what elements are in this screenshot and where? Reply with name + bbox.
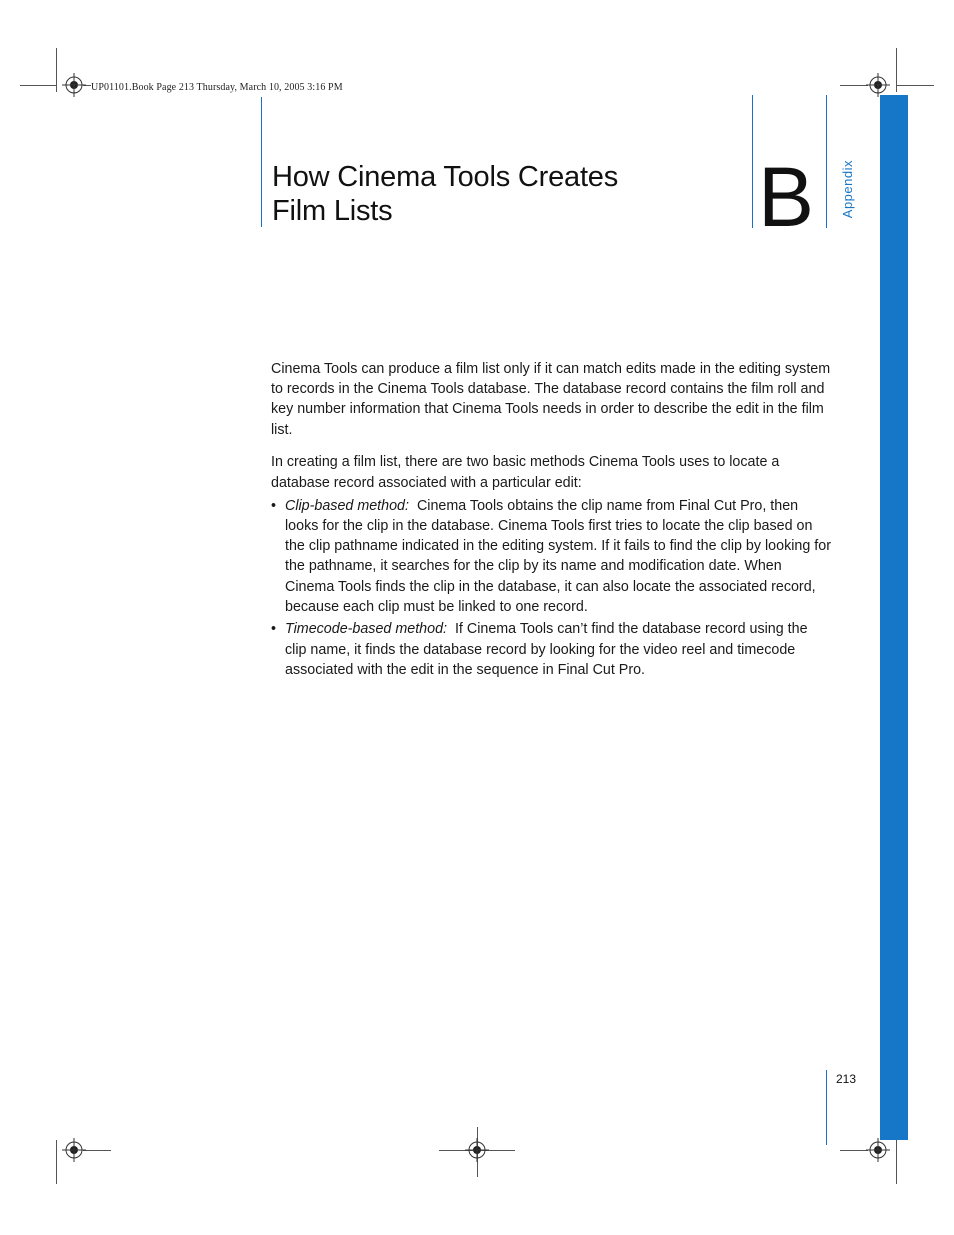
- chapter-title-line1: How Cinema Tools Creates: [272, 161, 619, 193]
- print-header: UP01101.Book Page 213 Thursday, March 10, 2005 3:16 PM: [91, 82, 343, 93]
- bullet-symbol: •: [271, 497, 277, 514]
- registration-target-icon: [465, 1138, 489, 1162]
- method-description: Cinema Tools obtains the clip name from Final Cut Pro, then looks for the clip in the database. Cinema Tools first tries to locate the clip based on the clip pathname indicated in the editing system. If it fails to find the clip by looking for the pathname, it searches for the clip by its name and modification date. When Cinema Tools finds the clip in the database, it can also locate the associated record, because each clip must be linked to one record.: [285, 497, 831, 615]
- page-number: 213: [836, 1072, 857, 1086]
- appendix-label: Appendix: [840, 160, 855, 219]
- crop-mark: [896, 1140, 897, 1184]
- crop-mark: [20, 85, 57, 86]
- title-left-rule: [261, 97, 262, 227]
- crop-mark: [83, 1150, 111, 1151]
- body-content: [271, 359, 831, 683]
- crop-mark: [897, 85, 934, 86]
- registration-target-icon: [62, 1138, 86, 1162]
- registration-target-icon: [62, 73, 86, 97]
- crop-mark: [56, 1140, 57, 1184]
- method-description: If Cinema Tools can’t find the database record using the clip name, it finds the database record by looking for the video reel and timecode associated with the edit in the sequence in Final Cut Pro.: [285, 621, 808, 678]
- appendix-letter: B: [758, 150, 813, 244]
- crop-mark: [840, 85, 868, 86]
- method-term: Timecode-based method:: [285, 621, 447, 638]
- bullet-symbol: •: [271, 621, 277, 638]
- crop-mark: [840, 1150, 868, 1151]
- intro-paragraph: Cinema Tools can produce a film list only if it can match edits made in the editing system to records in the Cinema Tools database. The database record contains the film roll and key number information that Cinema Tools needs in order to describe the edit in the film list.: [271, 361, 831, 438]
- method-term: Clip-based method:: [285, 497, 409, 514]
- list-item: [271, 496, 831, 617]
- chapter-title-line2: Film Lists: [272, 195, 393, 227]
- page-number-rule: [826, 1070, 827, 1145]
- registration-target-icon: [866, 1138, 890, 1162]
- methods-list: [271, 496, 831, 680]
- list-item: [271, 619, 831, 680]
- letter-left-rule: [752, 95, 753, 228]
- methods-paragraph: In creating a film list, there are two basic methods Cinema Tools uses to locate a database record associated with a particular edit:: [271, 454, 780, 491]
- registration-target-icon: [866, 73, 890, 97]
- chapter-title: [272, 160, 732, 228]
- appendix-left-rule: [826, 95, 827, 228]
- chapter-side-band: [880, 95, 908, 1140]
